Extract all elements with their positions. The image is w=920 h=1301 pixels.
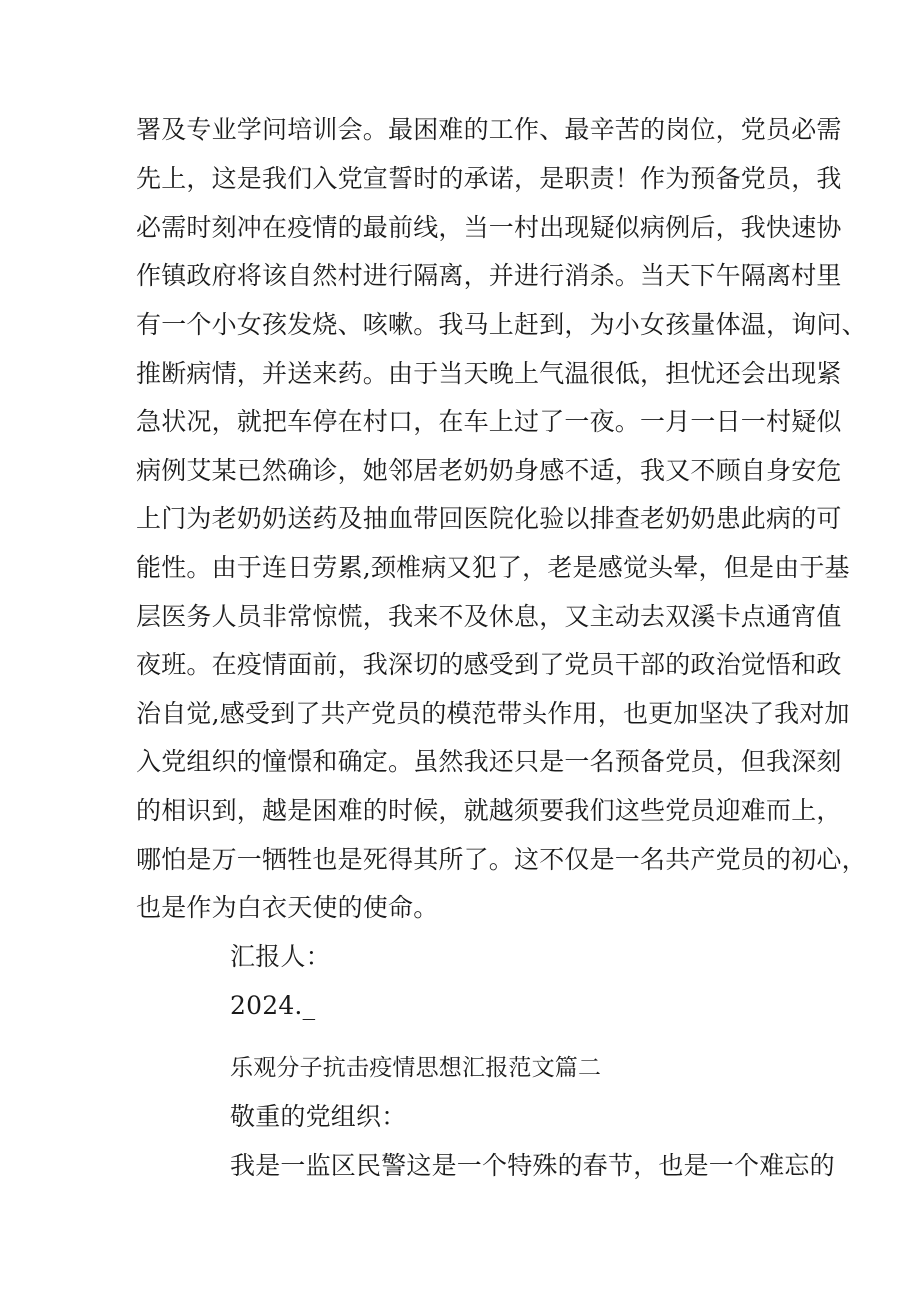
body-line-8: 病例艾某已然确诊，她邻居老奶奶身感不适，我又不顾自身安危	[136, 456, 842, 485]
next-paragraph-line: 我是一监区民警这是一个特殊的春节，也是一个难忘的	[230, 1151, 835, 1180]
report-date: 2024._	[230, 991, 316, 1020]
body-line-11: 层医务人员非常惊慌，我来不及休息，又主动去双溪卡点通宵值	[136, 602, 842, 631]
body-line-5: 有一个小女孩发烧、咳嗽。我马上赶到，为小女孩量体温，询问、	[136, 310, 867, 339]
body-line-16: 哪怕是万一牺牲也是死得其所了。这不仅是一名共产党员的初心，	[136, 845, 867, 874]
body-line-6: 推断病情，并送来药。由于当天晚上气温很低，担忧还会出现紧	[136, 359, 842, 388]
body-line-14: 入党组织的憧憬和确定。虽然我还只是一名预备党员，但我深刻	[136, 747, 842, 776]
body-line-7: 急状况，就把车停在村口，在车上过了一夜。一月一日一村疑似	[136, 407, 842, 436]
body-line-13: 治自觉,感受到了共产党员的模范带头作用，也更加坚决了我对加	[136, 699, 850, 728]
body-line-2: 先上，这是我们入党宣誓时的承诺，是职责！作为预备党员，我	[136, 164, 842, 193]
body-line-17: 也是作为白衣天使的使命。	[136, 893, 439, 922]
body-line-3: 必需时刻冲在疫情的最前线，当一村出现疑似病例后，我快速协	[136, 213, 842, 242]
body-line-1: 署及专业学问培训会。最困难的工作、最辛苦的岗位，党员必需	[136, 115, 842, 144]
body-line-12: 夜班。在疫情面前，我深切的感受到了党员干部的政治觉悟和政	[136, 650, 842, 679]
section-title: 乐观分子抗击疫情思想汇报范文篇二	[230, 1055, 602, 1081]
salutation: 敬重的党组织：	[230, 1102, 407, 1131]
body-line-4: 作镇政府将该自然村进行隔离，并进行消杀。当天下午隔离村里	[136, 261, 842, 290]
reporter-label: 汇报人：	[230, 942, 331, 971]
body-line-9: 上门为老奶奶送药及抽血带回医院化验以排查老奶奶患此病的可	[136, 504, 842, 533]
body-line-15: 的相识到，越是困难的时候，就越须要我们这些党员迎难而上，	[136, 796, 842, 825]
body-line-10: 能性。由于连日劳累,颈椎病又犯了，老是感觉头晕，但是由于基	[136, 553, 850, 582]
